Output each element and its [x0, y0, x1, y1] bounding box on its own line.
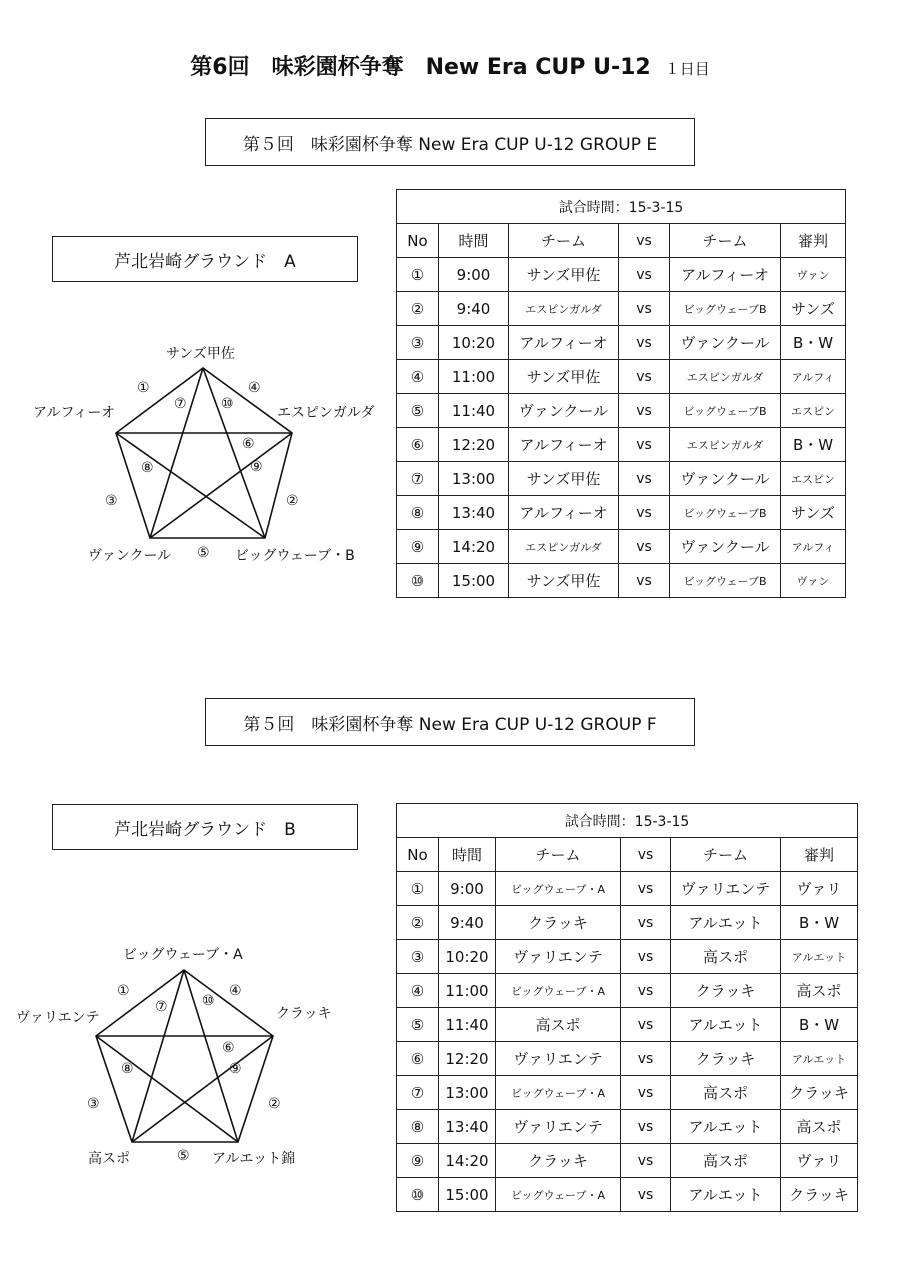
- home-team: クラッキ: [496, 906, 621, 940]
- home-team: ビッグウェーブ・A: [496, 1178, 621, 1212]
- referee: エスピン: [781, 462, 846, 496]
- match-time: 11:00: [439, 360, 509, 394]
- match-time-header: 試合時間：15-3-15: [397, 804, 858, 838]
- match-mark-10: ⑩: [202, 993, 215, 1009]
- vs-label: vs: [619, 462, 670, 496]
- vs-label: vs: [621, 1076, 671, 1110]
- match-time: 12:20: [439, 1042, 496, 1076]
- match-time: 10:20: [439, 940, 496, 974]
- match-mark-2: ②: [286, 493, 299, 509]
- home-team: アルフィーオ: [509, 428, 619, 462]
- match-no: ⑦: [397, 1076, 439, 1110]
- vs-label: vs: [621, 872, 671, 906]
- col-header: vs: [619, 224, 670, 258]
- home-team: エスピンガルダ: [509, 530, 619, 564]
- group-e-schedule-table: [396, 189, 846, 598]
- match-time: 15:00: [439, 564, 509, 598]
- col-header: No: [397, 838, 439, 872]
- match-time: 14:20: [439, 1144, 496, 1178]
- away-team: ヴァンクール: [670, 462, 781, 496]
- group-f-schedule-table: [396, 803, 858, 1212]
- table-row: [397, 1042, 858, 1076]
- away-team: 高スポ: [671, 1076, 781, 1110]
- vs-label: vs: [619, 530, 670, 564]
- match-no: ⑧: [397, 496, 439, 530]
- star-line-e: [150, 368, 203, 538]
- away-team: 高スポ: [671, 940, 781, 974]
- match-no: ②: [397, 906, 439, 940]
- vs-label: vs: [619, 292, 670, 326]
- col-header: チーム: [509, 224, 619, 258]
- table-row: [397, 564, 846, 598]
- team-top-e: サンズ甲佐: [166, 346, 235, 362]
- team-bottom-right-e: ビッグウェーブ・B: [235, 548, 355, 564]
- group-f-ground: 芦北岩崎グラウンド B: [52, 804, 358, 850]
- match-mark-10: ⑩: [221, 396, 234, 412]
- match-time: 15:00: [439, 1178, 496, 1212]
- table-row: [397, 1178, 858, 1212]
- match-mark-3: ③: [87, 1096, 100, 1112]
- col-header: 時間: [439, 224, 509, 258]
- match-time: 13:00: [439, 462, 509, 496]
- table-row: [397, 360, 846, 394]
- away-team: エスピンガルダ: [670, 360, 781, 394]
- referee: B・W: [781, 906, 858, 940]
- home-team: アルフィーオ: [509, 496, 619, 530]
- away-team: ヴァリエンテ: [671, 872, 781, 906]
- match-no: ⑥: [397, 1042, 439, 1076]
- match-time-header: 試合時間：15-3-15: [397, 190, 846, 224]
- group-f-header: 第５回 味彩園杯争奪 New Era CUP U-12 GROUP F: [205, 698, 695, 746]
- col-header: 時間: [439, 838, 496, 872]
- vs-label: vs: [619, 326, 670, 360]
- referee: クラッキ: [781, 1076, 858, 1110]
- match-no: ⑨: [397, 1144, 439, 1178]
- match-no: ④: [397, 360, 439, 394]
- match-time: 12:20: [439, 428, 509, 462]
- vs-label: vs: [621, 1144, 671, 1178]
- match-no: ⑦: [397, 462, 439, 496]
- table-row: [397, 1076, 858, 1110]
- match-time: 14:20: [439, 530, 509, 564]
- vs-label: vs: [621, 1178, 671, 1212]
- table-row: [397, 872, 858, 906]
- vs-label: vs: [621, 906, 671, 940]
- match-no: ⑩: [397, 1178, 439, 1212]
- referee: ヴァン: [781, 564, 846, 598]
- home-team: サンズ甲佐: [509, 360, 619, 394]
- match-mark-1: ①: [117, 983, 130, 999]
- team-top-f: ビッグウェーブ・A: [123, 947, 243, 963]
- match-mark-7: ⑦: [174, 396, 187, 412]
- referee: アルフィ: [781, 530, 846, 564]
- table-row: [397, 974, 858, 1008]
- away-team: アルエット: [671, 1008, 781, 1042]
- match-time: 11:00: [439, 974, 496, 1008]
- page-title: [0, 50, 900, 81]
- home-team: 高スポ: [496, 1008, 621, 1042]
- match-time: 13:40: [439, 1110, 496, 1144]
- away-team: ヴァンクール: [670, 326, 781, 360]
- home-team: ヴァンクール: [509, 394, 619, 428]
- vs-label: vs: [621, 1110, 671, 1144]
- vs-label: vs: [619, 258, 670, 292]
- table-row: [397, 940, 858, 974]
- match-no: ②: [397, 292, 439, 326]
- match-mark-4: ④: [229, 983, 242, 999]
- home-team: ヴァリエンテ: [496, 1042, 621, 1076]
- match-time: 13:00: [439, 1076, 496, 1110]
- vs-label: vs: [619, 394, 670, 428]
- match-no: ⑩: [397, 564, 439, 598]
- vs-label: vs: [621, 1008, 671, 1042]
- table-row: [397, 906, 858, 940]
- away-team: エスピンガルダ: [670, 428, 781, 462]
- match-mark-2: ②: [268, 1096, 281, 1112]
- table-row: [397, 258, 846, 292]
- home-team: ヴァリエンテ: [496, 1110, 621, 1144]
- vs-label: vs: [619, 496, 670, 530]
- col-header: vs: [621, 838, 671, 872]
- team-left-f: ヴァリエンテ: [16, 1010, 100, 1026]
- team-left-e: アルフィーオ: [33, 405, 116, 421]
- match-mark-9: ⑨: [250, 459, 263, 475]
- team-bottom-left-e: ヴァンクール: [88, 548, 172, 564]
- away-team: アルフィーオ: [670, 258, 781, 292]
- match-mark-1: ①: [137, 380, 150, 396]
- referee: アルエット: [781, 1042, 858, 1076]
- match-mark-4: ④: [248, 380, 261, 396]
- away-team: クラッキ: [671, 974, 781, 1008]
- table-row: [397, 496, 846, 530]
- table-header-row: [397, 838, 858, 872]
- match-no: ③: [397, 940, 439, 974]
- away-team: ビッグウェーブB: [670, 496, 781, 530]
- vs-label: vs: [621, 940, 671, 974]
- match-mark-3: ③: [105, 493, 118, 509]
- match-mark-7: ⑦: [155, 999, 168, 1015]
- home-team: クラッキ: [496, 1144, 621, 1178]
- match-mark-8: ⑧: [141, 460, 154, 476]
- home-team: ヴァリエンテ: [496, 940, 621, 974]
- referee: クラッキ: [781, 1178, 858, 1212]
- group-f-pentagon-diagram: [0, 935, 390, 1155]
- home-team: ビッグウェーブ・A: [496, 872, 621, 906]
- star-line-f: [96, 1036, 238, 1142]
- col-header: チーム: [670, 224, 781, 258]
- table-header-row: [397, 224, 846, 258]
- away-team: ビッグウェーブB: [670, 394, 781, 428]
- match-no: ④: [397, 974, 439, 1008]
- match-time: 10:20: [439, 326, 509, 360]
- match-no: ⑥: [397, 428, 439, 462]
- main-title-text: 第6回 味彩園杯争奪 New Era CUP U-12: [190, 55, 651, 80]
- group-e-ground: 芦北岩崎グラウンド A: [52, 236, 358, 282]
- team-bottom-left-f: 高スポ: [88, 1151, 130, 1167]
- away-team: アルエット: [671, 1178, 781, 1212]
- referee: B・W: [781, 326, 846, 360]
- match-no: ⑧: [397, 1110, 439, 1144]
- vs-label: vs: [619, 428, 670, 462]
- away-team: クラッキ: [671, 1042, 781, 1076]
- group-e-pentagon-diagram: [0, 330, 390, 570]
- star-line-f: [132, 1036, 273, 1142]
- home-team: アルフィーオ: [509, 326, 619, 360]
- group-e-header: 第５回 味彩園杯争奪 New Era CUP U-12 GROUP E: [205, 118, 695, 166]
- referee: B・W: [781, 1008, 858, 1042]
- referee: ヴァリ: [781, 1144, 858, 1178]
- vs-label: vs: [619, 360, 670, 394]
- match-mark-8: ⑧: [121, 1061, 134, 1077]
- day-label: １日目: [664, 60, 710, 78]
- away-team: ビッグウェーブB: [670, 564, 781, 598]
- table-row: [397, 1110, 858, 1144]
- away-team: アルエット: [671, 1110, 781, 1144]
- home-team: ビッグウェーブ・A: [496, 974, 621, 1008]
- vs-label: vs: [621, 1042, 671, 1076]
- match-no: ①: [397, 258, 439, 292]
- match-time: 9:00: [439, 258, 509, 292]
- home-team: サンズ甲佐: [509, 564, 619, 598]
- referee: 高スポ: [781, 974, 858, 1008]
- referee: アルフィ: [781, 360, 846, 394]
- table-row: [397, 462, 846, 496]
- referee: 高スポ: [781, 1110, 858, 1144]
- match-mark-5: ⑤: [197, 545, 210, 561]
- home-team: サンズ甲佐: [509, 462, 619, 496]
- match-time: 13:40: [439, 496, 509, 530]
- match-time: 9:40: [439, 292, 509, 326]
- away-team: ヴァンクール: [670, 530, 781, 564]
- vs-label: vs: [619, 564, 670, 598]
- match-time: 11:40: [439, 394, 509, 428]
- table-row: [397, 530, 846, 564]
- vs-label: vs: [621, 974, 671, 1008]
- col-header: No: [397, 224, 439, 258]
- away-team: ビッグウェーブB: [670, 292, 781, 326]
- match-no: ⑤: [397, 394, 439, 428]
- home-team: ビッグウェーブ・A: [496, 1076, 621, 1110]
- team-right-f: クラッキ: [276, 1006, 332, 1022]
- table-row: [397, 326, 846, 360]
- referee: ヴァン: [781, 258, 846, 292]
- match-time: 9:40: [439, 906, 496, 940]
- home-team: エスピンガルダ: [509, 292, 619, 326]
- referee: サンズ: [781, 496, 846, 530]
- col-header: チーム: [671, 838, 781, 872]
- match-mark-9: ⑨: [229, 1061, 242, 1077]
- table-row: [397, 394, 846, 428]
- away-team: アルエット: [671, 906, 781, 940]
- referee: サンズ: [781, 292, 846, 326]
- match-no: ⑤: [397, 1008, 439, 1042]
- match-mark-5: ⑤: [177, 1148, 190, 1164]
- match-no: ⑨: [397, 530, 439, 564]
- match-mark-6: ⑥: [242, 436, 255, 452]
- match-time: 9:00: [439, 872, 496, 906]
- team-right-e: エスピンガルダ: [277, 405, 375, 421]
- table-row: [397, 1144, 858, 1178]
- team-bottom-right-f: アルエット錦: [212, 1151, 296, 1167]
- referee: エスピン: [781, 394, 846, 428]
- table-row: [397, 292, 846, 326]
- match-no: ①: [397, 872, 439, 906]
- match-mark-6: ⑥: [222, 1040, 235, 1056]
- home-team: サンズ甲佐: [509, 258, 619, 292]
- referee: アルエット: [781, 940, 858, 974]
- col-header: 審判: [781, 838, 858, 872]
- star-line-f: [132, 970, 184, 1142]
- star-line-e: [150, 433, 292, 538]
- match-time: 11:40: [439, 1008, 496, 1042]
- match-no: ③: [397, 326, 439, 360]
- referee: ヴァリ: [781, 872, 858, 906]
- col-header: 審判: [781, 224, 846, 258]
- away-team: 高スポ: [671, 1144, 781, 1178]
- table-row: [397, 428, 846, 462]
- col-header: チーム: [496, 838, 621, 872]
- referee: B・W: [781, 428, 846, 462]
- table-row: [397, 1008, 858, 1042]
